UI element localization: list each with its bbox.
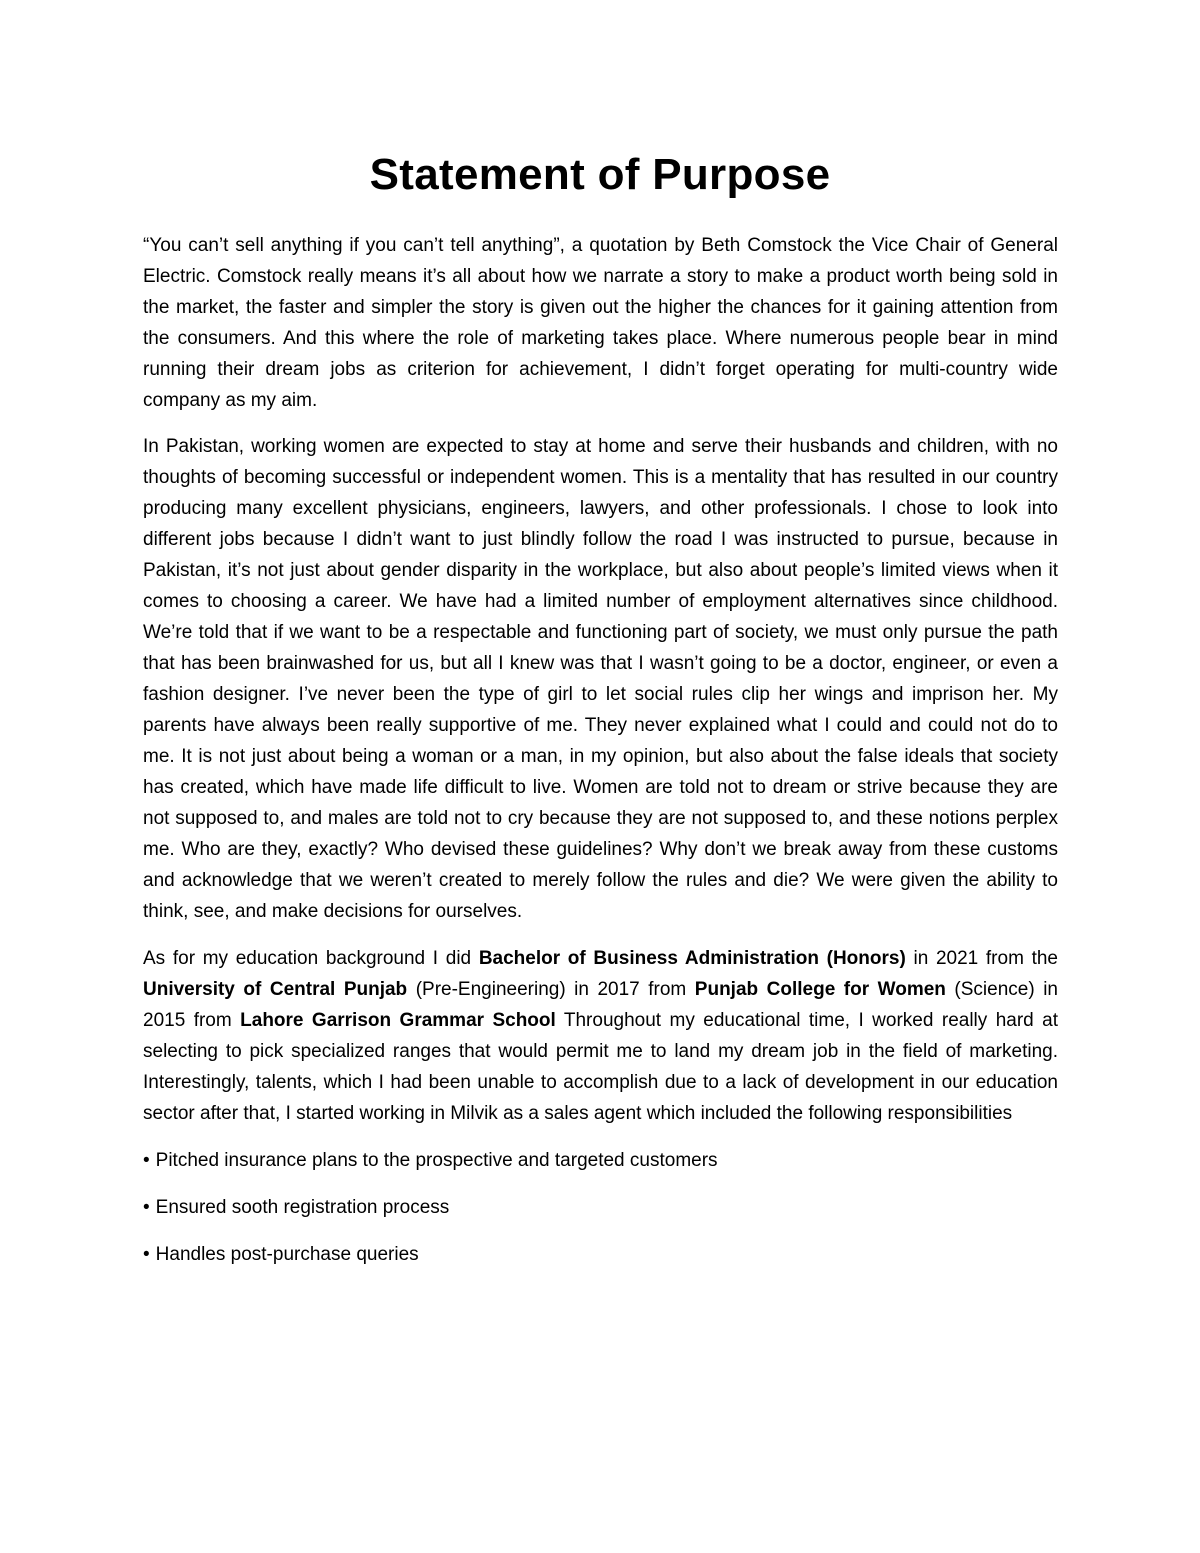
- institution-lggs: Lahore Garrison Grammar School: [240, 1010, 556, 1031]
- list-item-text: Handles post-purchase queries: [155, 1244, 419, 1265]
- degree-bba: Bachelor of Business Administration (Honors): [478, 948, 906, 969]
- education-text-4: (Science) in 2015 from: [143, 979, 1058, 1031]
- bullet-icon: •: [143, 1150, 150, 1171]
- education-text-2: in 2021 from the: [905, 948, 1058, 969]
- list-item: [143, 1192, 1058, 1223]
- paragraph-education: [143, 943, 1058, 1129]
- list-item-text: Pitched insurance plans to the prospective and targeted customers: [155, 1150, 718, 1171]
- list-item: [143, 1239, 1058, 1270]
- page-title: Statement of Purpose: [369, 150, 831, 199]
- institution-ucp: University of Central Punjab: [143, 979, 408, 1000]
- institution-punjab-college: Punjab College for Women: [694, 979, 946, 1000]
- list-item: [143, 1145, 1058, 1176]
- list-item-text: Ensured sooth registration process: [155, 1197, 450, 1218]
- paragraph-background: In Pakistan, working women are expected to stay at home and serve their husbands and children, with no thoughts of becoming successful or independent women. This is a mentality that has resulted in our country producing many excellent physicians, engineers, lawyers, and other professionals. I chose to look into different jobs because I didn’t want to just blindly follow the road I was instructed to pursue, because in Pakistan, it’s not just about gender disparity in the workplace, but also about people’s limited views when it comes to choosing a career. We have had a limited number of employment alternatives since childhood. We’re told that if we want to be a respectable and functioning part of society, we must only pursue the path that has been brainwashed for us, but all I knew was that I wasn’t going to be a doctor, engineer, or even a fashion designer. I’ve never been the type of girl to let social rules clip her wings and imprison her. My parents have always been really supportive of me. They never explained what I could and could not do to me. It is not just about being a woman or a man, in my opinion, but also about the false ideals that society has created, which have made life difficult to live. Women are told not to dream or strive because they are not supposed to, and males are told not to cry because they are not supposed to, and these notions perplex me. Who are they, exactly? Who devised these guidelines? Why don’t we break away from these customs and acknowledge that we weren’t created to merely follow the rules and die? We were given the ability to think, see, and make decisions for ourselves.: [143, 436, 1058, 922]
- bullet-icon: •: [143, 1197, 150, 1218]
- bullet-icon: •: [143, 1244, 150, 1265]
- education-text-1: As for my education background I did: [143, 948, 479, 969]
- education-text-3: (Pre-Engineering) in 2017 from: [407, 979, 695, 1000]
- education-text-5: Throughout my educational time, I worked really hard at selecting to pick specialized ranges that would permit me to land my dream job in the field of marketing. Interestingly, talents, which I had been unable to accomplish due to a lack of development in our education sector after that, I started working in Milvik as a sales agent which included the following responsibilities: [143, 1010, 1059, 1124]
- paragraph-intro: “You can’t sell anything if you can’t tell anything”, a quotation by Beth Comstock the Vice Chair of General Electric. Comstock really means it’s all about how we narrate a story to make a product worth being sold in the market, the faster and simpler the story is given out the higher the chances for it gaining attention from the consumers. And this where the role of marketing takes place. Where numerous people bear in mind running their dream jobs as criterion for achievement, I didn’t forget operating for multi-country wide company as my aim.: [143, 235, 1058, 411]
- document-body: [143, 230, 1058, 1286]
